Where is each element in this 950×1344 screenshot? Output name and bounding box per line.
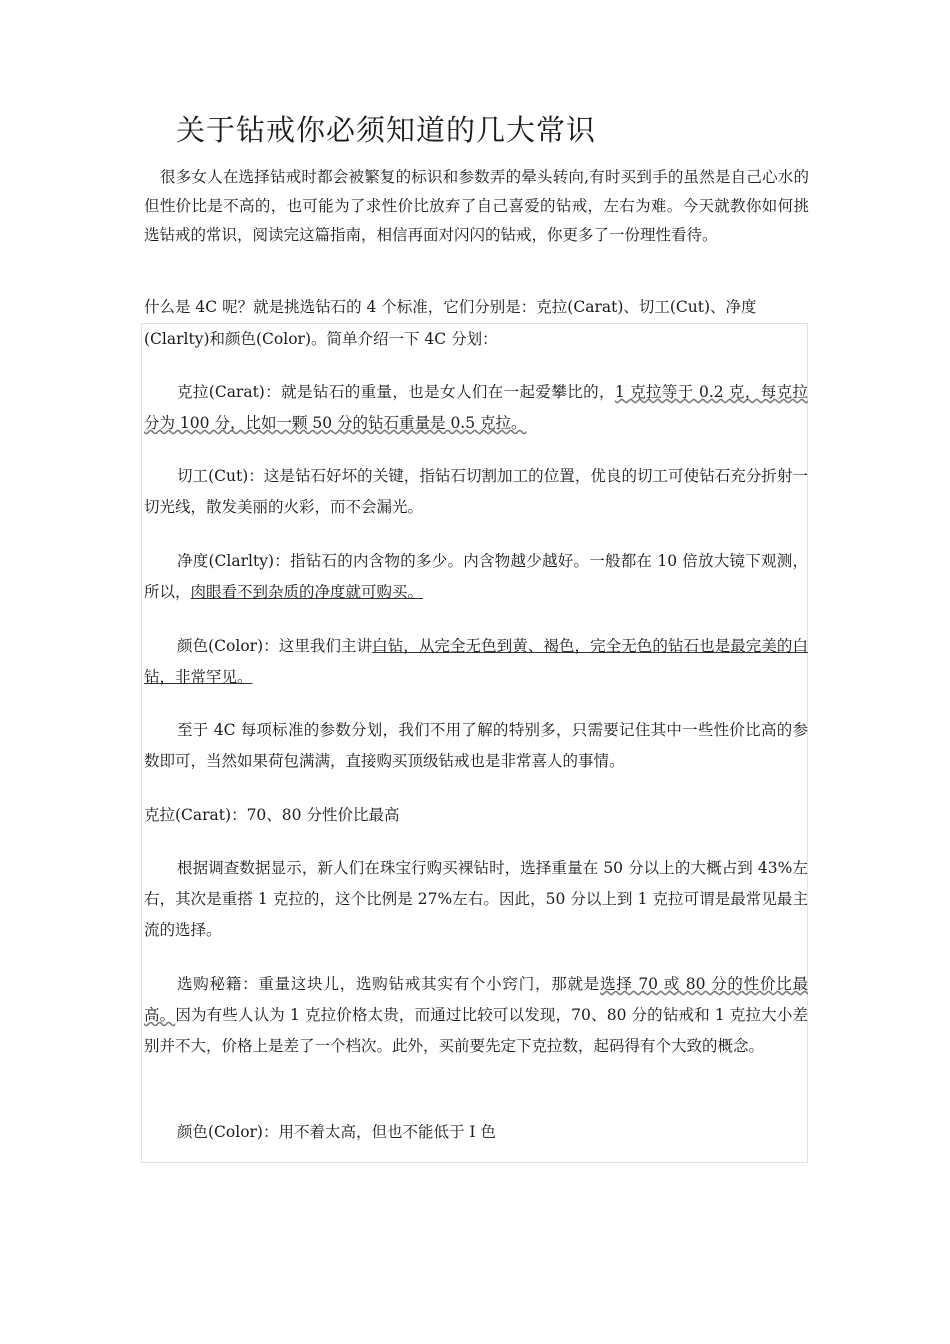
clarity-text: 净度(Clarlty)：指钻石的内含物的多少。内含物越少越好。一般都在 10 倍放大镜下观测，所以， — [144, 552, 808, 601]
carat-heading: 克拉(Carat)：70、80 分性价比最高 — [144, 806, 400, 824]
color-text: 颜色(Color)：这里我们主讲 — [177, 637, 373, 655]
four-c-intro-line2: (Clarlty)和颜色(Color)。简单介绍一下 4C 分划： — [144, 330, 498, 348]
page-title: 关于钻戒你必须知道的几大常识 — [176, 113, 597, 147]
color-paragraph — [144, 631, 808, 693]
four-c-intro-line1: 什么是 4C 呢？就是挑选钻石的 4 个标准，它们分别是：克拉(Carat)、切工(Cut)、净度 — [144, 298, 757, 316]
survey-paragraph: 根据调查数据显示，新人们在珠宝行购买裸钻时，选择重量在 50 分以上的大概占到 43%左右，其次是重搭 1 克拉的，这个比例是 27%左右。因此，50 分以上到 1 克拉可谓是最常见最主流的选择。 — [144, 859, 808, 939]
intro-paragraph: 很多女人在选择钻戒时都会被繁复的标识和参数弄的晕头转向,有时买到手的虽然是自己心水的但性价比是不高的，也可能为了求性价比放弃了自己喜爱的钻戒，左右为难。今天就教你如何挑选钻戒的常识，阅读完这篇指南，相信再面对闪闪的钻戒，你更多了一份理性看待。 — [144, 168, 809, 244]
four-c-intro — [144, 293, 809, 322]
clarity-paragraph — [144, 546, 808, 608]
carat-underlined-text: 1 克拉等于 0.2 克，每克拉分为 100 分，比如一颗 50 分的钻石重量是 0.5 克拉。 — [144, 383, 809, 432]
tips-underlined-text: 选择 70 或 80 分的性价比最高。 — [144, 975, 808, 1024]
carat-paragraph — [144, 377, 808, 439]
color-underlined-text: 白钻，从完全无色到黄、褐色，完全无色的钻石也是最完美的白钻，非常罕见。 — [144, 637, 808, 686]
color-heading: 颜色(Color)：用不着太高，但也不能低于 I 色 — [177, 1123, 496, 1141]
params-paragraph: 至于 4C 每项标准的参数分划，我们不用了解的特别多，只需要记住其中一些性价比高的参数即可，当然如果荷包满满，直接购买顶级钻戒也是非常喜人的事情。 — [144, 721, 808, 770]
tips-text: 选购秘籍：重量这块儿，选购钻戒其实有个小窍门，那就是 — [177, 975, 601, 993]
carat-text: 克拉(Carat)：就是钻石的重量，也是女人们在一起爱攀比的， — [177, 383, 615, 401]
tips-paragraph — [144, 969, 808, 1062]
tips-rest-text: 因为有些人认为 1 克拉价格太贵，而通过比较可以发现，70、80 分的钻戒和 1 克拉大小差别并不大，价格上是差了一个档次。此外，买前要先定下克拉数，起码得有个大致的概念。 — [144, 1006, 808, 1055]
cut-paragraph: 切工(Cut)：这是钻石好坏的关键，指钻石切割加工的位置，优良的切工可使钻石充分折射一切光线，散发美丽的火彩，而不会漏光。 — [144, 467, 808, 516]
clarity-underlined-text: 肉眼看不到杂质的净度就可购买。 — [190, 583, 424, 601]
